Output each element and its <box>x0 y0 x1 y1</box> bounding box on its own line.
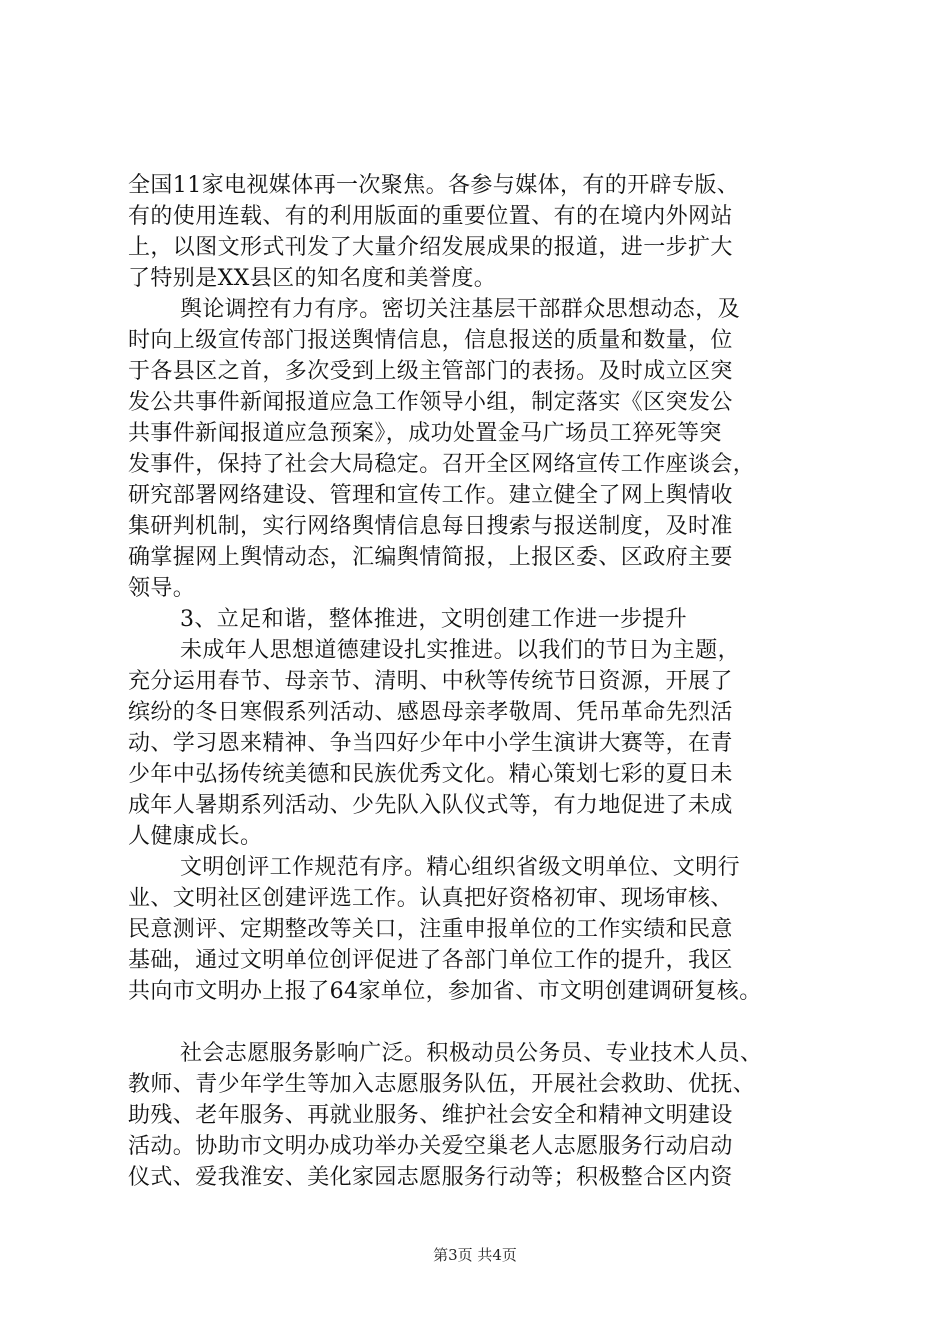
text-line: 助残、老年服务、再就业服务、维护社会安全和精神文明建设 <box>128 1103 733 1128</box>
text-line: 于各县区之首，多次受到上级主管部门的表扬。及时成立区突 <box>128 359 733 384</box>
text-line: 有的使用连载、有的利用版面的重要位置、有的在境内外网站 <box>128 204 733 229</box>
blank-line <box>128 1007 858 1038</box>
section-heading: 3、立足和谐，整体推进，文明创建工作进一步提升 <box>180 607 688 632</box>
text-line: 共事件新闻报道应急预案》，成功处置金马广场员工猝死等突 <box>128 421 722 446</box>
text-line: 民意测评、定期整改等关口，注重申报单位的工作实绩和民意 <box>128 917 733 942</box>
text-line: 动、学习恩来精神、争当四好少年中小学生演讲大赛等，在青 <box>128 731 733 756</box>
text-line: 仪式、爱我淮安、美化家园志愿服务行动等；积极整合区内资 <box>128 1165 733 1190</box>
paragraph-start-line: 社会志愿服务影响广泛。积极动员公务员、专业技术人员、 <box>180 1041 763 1066</box>
text-line: 成年人暑期系列活动、少先队入队仪式等，有力地促进了未成 <box>128 793 733 818</box>
text-line: 充分运用春节、母亲节、清明、中秋等传统节日资源，开展了 <box>128 669 733 694</box>
text-line: 确掌握网上舆情动态，汇编舆情简报，上报区委、区政府主要 <box>128 545 733 570</box>
text-line: 发公共事件新闻报道应急工作领导小组，制定落实《区突发公 <box>128 390 733 415</box>
text-line: 业、文明社区创建评选工作。认真把好资格初审、现场审核、 <box>128 886 733 911</box>
text-line: 集研判机制，实行网络舆情信息每日搜索与报送制度，及时准 <box>128 514 733 539</box>
paragraph-start-line: 舆论调控有力有序。密切关注基层干部群众思想动态，及 <box>180 297 741 322</box>
text-line: 基础，通过文明单位创评促进了各部门单位工作的提升，我区 <box>128 948 733 973</box>
text-line: 缤纷的冬日寒假系列活动、感恩母亲孝敬周、凭吊革命先烈活 <box>128 700 733 725</box>
paragraph-start-line: 未成年人思想道德建设扎实推进。以我们的节日为主题， <box>180 638 741 663</box>
text-line: 了特别是XX县区的知名度和美誉度。 <box>128 266 497 291</box>
text-line: 研究部署网络建设、管理和宣传工作。建立健全了网上舆情收 <box>128 483 733 508</box>
text-line: 共向市文明办上报了64家单位，参加省、市文明创建调研复核。 <box>128 979 762 1004</box>
text-line: 时向上级宣传部门报送舆情信息，信息报送的质量和数量，位 <box>128 328 733 353</box>
text-line: 人健康成长。 <box>128 824 263 849</box>
text-line: 上，以图文形式刊发了大量介绍发展成果的报道，进一步扩大 <box>128 235 733 260</box>
text-line: 教师、青少年学生等加入志愿服务队伍，开展社会救助、优抚、 <box>128 1072 756 1097</box>
text-line: 全国11家电视媒体再一次聚焦。各参与媒体，有的开辟专版、 <box>128 173 740 198</box>
document-body <box>128 170 858 1193</box>
paragraph-start-line: 文明创评工作规范有序。精心组织省级文明单位、文明行 <box>180 855 741 880</box>
text-line: 发事件，保持了社会大局稳定。召开全区网络宣传工作座谈会， <box>128 452 756 477</box>
text-line: 活动。协助市文明办成功举办关爱空巢老人志愿服务行动启动 <box>128 1134 733 1159</box>
page-number-footer: 第3页 共4页 <box>433 1246 517 1264</box>
text-line: 少年中弘扬传统美德和民族优秀文化。精心策划七彩的夏日未 <box>128 762 733 787</box>
text-line: 领导。 <box>128 576 196 601</box>
